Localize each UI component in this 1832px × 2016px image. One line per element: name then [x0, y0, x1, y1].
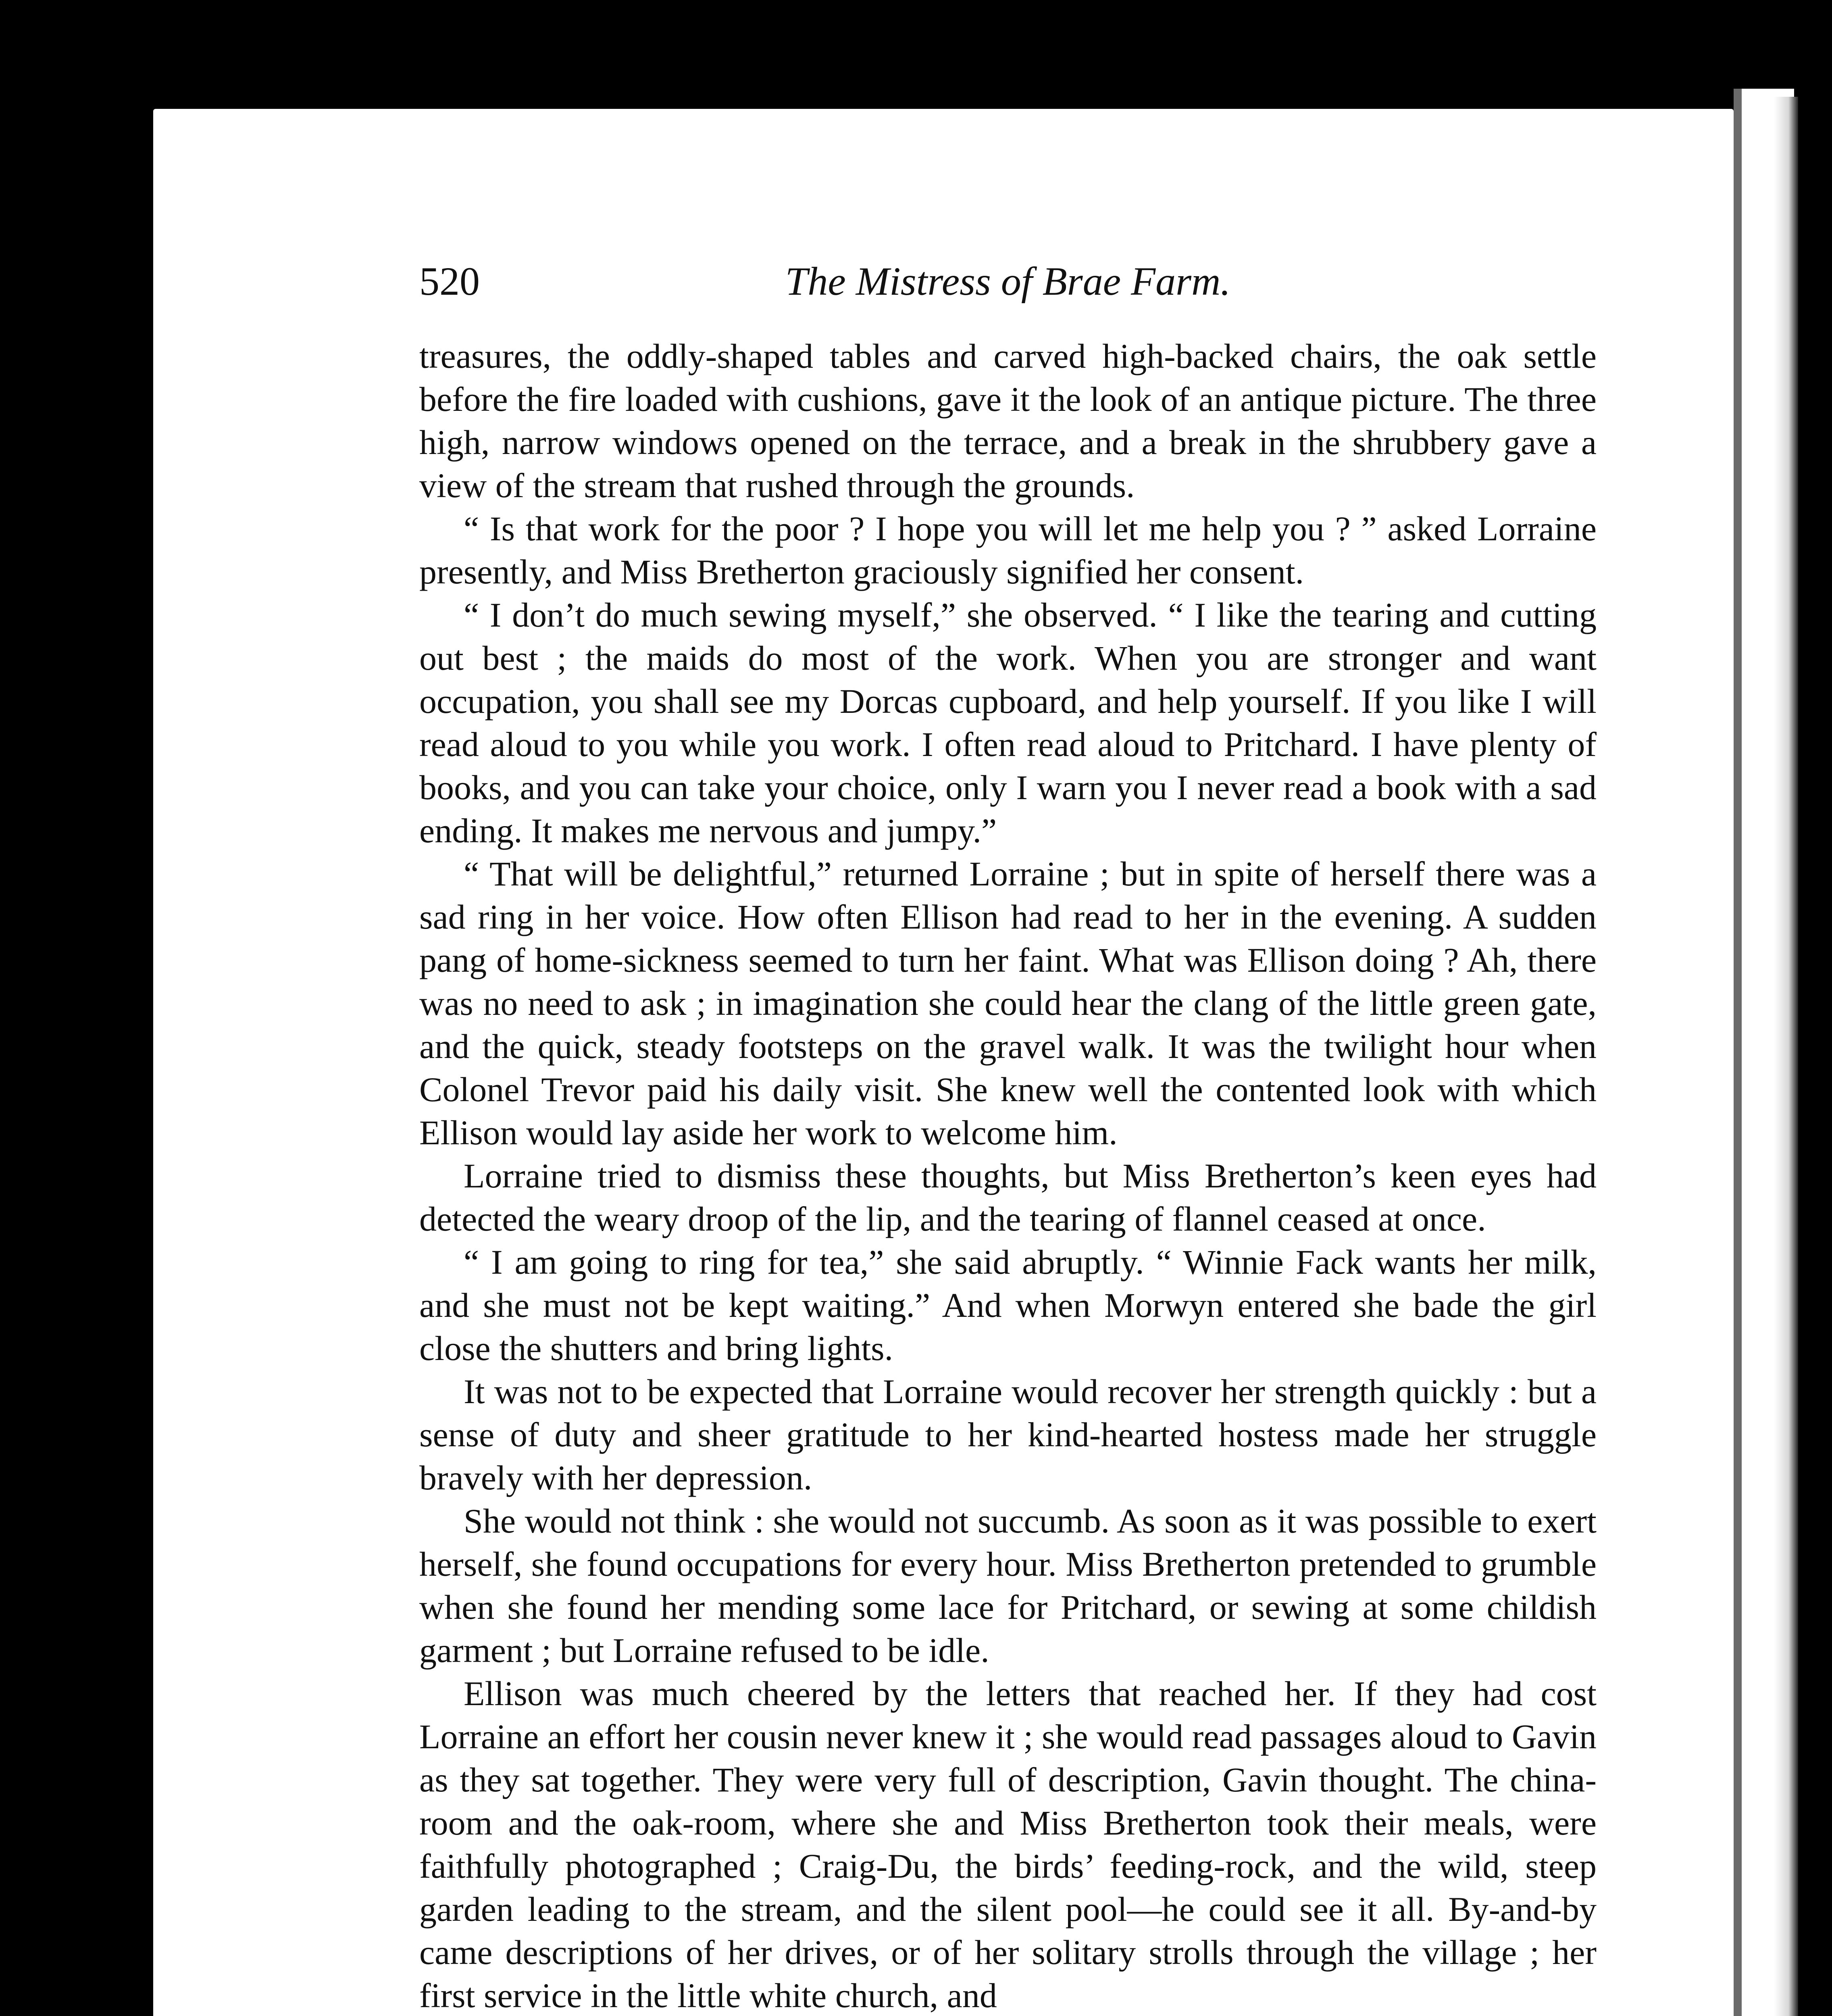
- paragraph: Lorraine tried to dismiss these thoughts, but Miss Bretherton’s keen eyes had detected the weary droop of the lip, and the tearing of flannel ceased at once.: [419, 1156, 1597, 1238]
- paragraph: She would not think : she would not succumb. As soon as it was possible to exert herself, she found occupations for every hour. Miss Bretherton pretended to grumble when she found her mending some lace for Pritchard, or sewing at some childish garment ; but Lorraine refused to be idle.: [419, 1502, 1597, 1670]
- paragraph: “ I don’t do much sewing myself,” she observed. “ I like the tearing and cutting out best ; the maids do most of the work. When you are stronger and want occupation, you shall see my Dorcas cupboard, and help yourself. If you like I will read aloud to you while you work. I often read aloud to Pritchard. I have plenty of books, and you can take your choice, only I warn you I never read a book with a sad ending. It makes me nervous and jumpy.”: [419, 596, 1597, 850]
- body-text: [419, 335, 1597, 2016]
- paragraph: “ Is that work for the poor ? I hope you will let me help you ? ” asked Lorraine presently, and Miss Bretherton graciously signified her consent.: [419, 509, 1597, 591]
- book-title: The Mistress of Brae Farm.: [785, 259, 1231, 304]
- paragraph: treasures, the oddly-shaped tables and carved high-backed chairs, the oak settle before the fire loaded with cushions, gave it the look of an antique picture. The three high, narrow windows opened on the terrace, and a break in the shrubbery gave a view of the stream that rushed through the grounds.: [419, 337, 1597, 505]
- paragraph: “ That will be delightful,” returned Lorraine ; but in spite of herself there was a sad ring in her voice. How often Ellison had read to her in the evening. A sudden pang of home-sickness seemed to turn her faint. What was Ellison doing ? Ah, there was no need to ask ; in imagination she could hear the clang of the little green gate, and the quick, steady footsteps on the gravel walk. It was the twilight hour when Colonel Trevor paid his daily visit. She knew well the contented look with which Ellison would lay aside her work to welcome him.: [419, 854, 1597, 1152]
- paragraph: Ellison was much cheered by the letters that reached her. If they had cost Lorraine an effort her cousin never knew it ; she would read passages aloud to Gavin as they sat together. They were very full of description, Gavin thought. The china-room and the oak-room, where she and Miss Bretherton took their meals, were faithfully photographed ; Craig-Du, the birds’ feeding-rock, and the wild, steep garden leading to the stream, and the silent pool—he could see it all. By-and-by came descriptions of her drives, or of her solitary strolls through the village ; her first service in the little white church, and: [419, 1674, 1597, 2015]
- paragraph: It was not to be expected that Lorraine would recover her strength quickly : but a sense of duty and sheer gratitude to her kind-hearted hostess made her struggle bravely with her depression.: [419, 1372, 1597, 1497]
- running-head: [419, 258, 1597, 306]
- paragraph: “ I am going to ring for tea,” she said abruptly. “ Winnie Fack wants her milk, and she must not be kept waiting.” And when Morwyn entered she bade the girl close the shutters and bring lights.: [419, 1243, 1597, 1368]
- page-shadow: [1774, 97, 1798, 2016]
- page-number: 520: [419, 259, 480, 304]
